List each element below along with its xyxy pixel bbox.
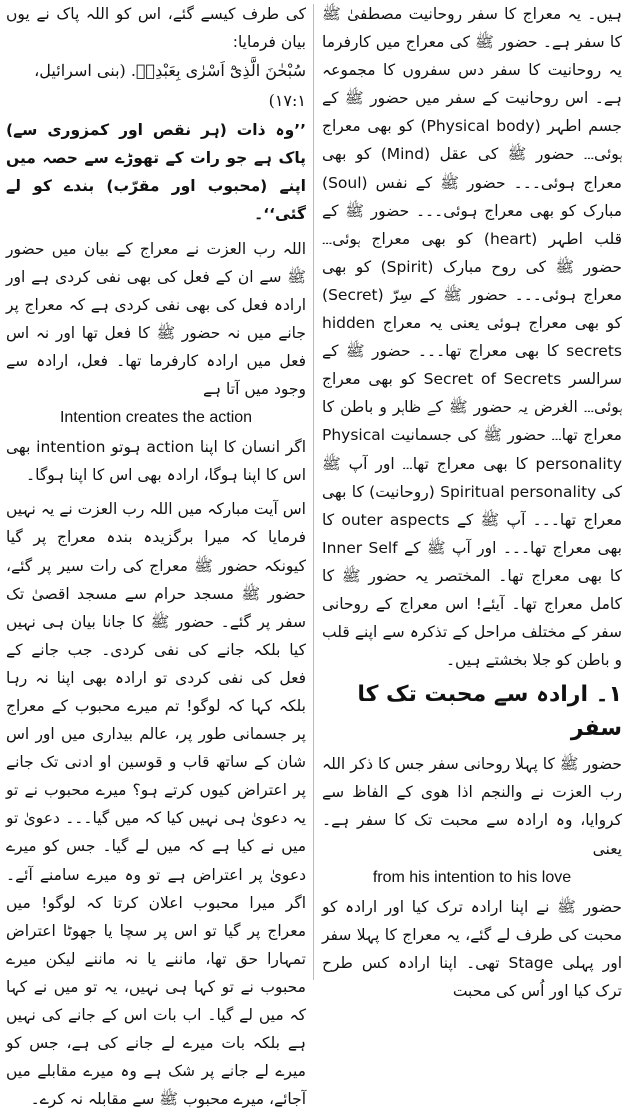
paragraph-ayat-tafseer: اس آیت مبارکہ میں اللہ رب العزت نے یہ نہیں فرمایا کہ میرا برگزیدہ بندہ معراج پر گیا کیونکہ حضور ﷺ معراج کی رات سیر پر گئے، حضور ﷺ مسجد حرام سے مسجد اقصیٰ تک سفر پر گئے۔ حضور ﷺ کا جانا بیان ہی نہیں کیا بلکہ جانے کی نفی کردی۔ جب جانے کے فعل کی نفی کردی تو ارادہ بھی اپنا نہ رہا بلکہ کہا کہ لوگو! تم میرے محبوب کے معراج پر جسمانی طور پر، عالم بیداری میں اور اس شان کے ساتھ قاب و قوسین او ادنی تک جانے پر اعتراض کیوں کرتے ہو؟ میرے محبوب نے تو یہ دعویٰ ہی نہیں کیا کہ میں گیا۔۔۔ دعویٰ تو میں نے کیا ہے کہ میں لے گیا۔ جس کو میرے دعویٰ پر اعتراض ہے تو وہ میرے سامنے آئے۔ اگر میرا محبوب اعلان کرتا کہ لوگو! میں معراج پر گیا تو اس پر سچا یا جھوٹا اعتراض تمہارا حق تھا، ماننے یا نہ ماننے لیکن میرے محبوب نے تو کہا ہی نہیں، یہ تو میں نے کہا کہ میں لے گیا۔ اب بات اس کے جانے کی نہیں ہے بلکہ بات میرے لے جانے کی ہے، جس کو میرے لے جانے پر شک ہے وہ میرے مقابلے میں آجائے، میرے محبوب ﷺ سے مقابلہ نہ کرے۔	[6, 500, 306, 1109]
right-column	[322, 0, 623, 1000]
english-line-intention-love: from his intention to his love	[372, 868, 572, 886]
left-column	[6, 0, 307, 1109]
paragraph-intro: کی طرف کیسے گئے، اس کو اللہ پاک نے یوں بیان فرمایا:	[6, 5, 306, 52]
verse-translation: ’’وہ ذات (ہر نقص اور کمزوری سے) پاک ہے جو رات کے تھوڑے سے حصہ میں اپنے (محبوب اور مقرّب) بندے کو لے گئی‘‘۔	[6, 121, 306, 224]
paragraph-irada-tark: حضور ﷺ نے اپنا ارادہ ترک کیا اور ارادہ کو محبت کی طرف لے گئے، یہ معراج کا پہلا سفر اور پہلی Stage تھی۔ اپنا ارادہ کس طرح ترک کیا اور اُس کی محبت	[322, 897, 623, 1000]
paragraph-nafi-e-fail: اللہ رب العزت نے معراج کے بیان میں حضور ﷺ سے ان کے فعل کی بھی نفی کردی ہے اور ارادہ فعل کی بھی نفی کردی ہے کہ معراج پر جانے میں نہ حضور ﷺ کا فعل تھا اور نہ اس فعل میں ارادہ کارفرما تھا۔ فعل، ارادہ سے وجود میں آتا ہے	[6, 239, 306, 399]
column-divider	[313, 4, 314, 980]
paragraph-pehla-safar: حضور ﷺ کا پہلا روحانی سفر جس کا ذکر اللہ رب العزت نے والنجم اذا ھوی کے الفاظ سے کروایا، وہ ارادہ سے محبت تک کا سفر ہے۔ یعنی	[322, 755, 622, 858]
paragraph-ruhaniyat: ہیں۔ یہ معراج کا سفر روحانیت مصطفیٰ ﷺ کا سفر ہے۔ حضور ﷺ کی معراج میں کارفرما یہ روحانیت کا سفر دس سفروں کا مجموعہ ہے۔ اس روحانیت کے سفر میں حضور ﷺ کے جسم اطہر (Physical body) کو بھی معراج ہوئی۔۔۔ حضور ﷺ کی عقل (Mind) کو بھی معراج ہوئی۔۔۔ حضور ﷺ کے نفس (Soul) مبارک کو بھی معراج ہوئی۔۔۔ حضور ﷺ کے قلب اطہر (heart) کو بھی معراج ہوئی۔۔۔ حضور ﷺ کی روح مبارک (Spirit) کو بھی معراج ہوئی۔۔۔ حضور ﷺ کے سِرّ (Secret) کو بھی معراج ہوئی یعنی یہ معراج hidden secrets کا بھی معراج تھا۔۔۔ حضور ﷺ کے سرالسر Secret of Secrets کو بھی معراج ہوئی۔۔۔ الغرض یہ حضور ﷺ کے ظاہر و باطن کا معراج تھا۔۔۔ حضور ﷺ کی جسمانیت Physical personality کا بھی معراج تھا۔۔۔ اور آپ ﷺ کی Spiritual personality (روحانیت) کا بھی معراج تھا۔۔۔ آپ ﷺ کے outer aspects کا بھی معراج تھا۔۔۔ اور آپ ﷺ کے Inner Self کا بھی معراج تھا۔ المختصر یہ حضور ﷺ کا کامل معراج تھا۔ آیئے! اس معراج کے روحانی سفر کے مختلف مراحل کے تذکرہ سے اپنے قلب و باطن کو جلا بخشتے ہیں۔	[322, 5, 623, 670]
section-heading: ۱۔ ارادہ سے محبت تک کا سفر	[357, 682, 622, 742]
english-line-intention-action: Intention creates the action	[59, 409, 253, 427]
paragraph-action-intention: اگر انسان کا اپنا action ہوتو intention بھی اس کا اپنا ہوگا، ارادہ بھی اس کا اپنا ہوگا۔	[6, 438, 307, 485]
quran-verse: سُبْحٰنَ الَّذِیْٓ اَسْرٰی بِعَبْدِهٖ. (بنی اسرائیل، ۱۷:۱)	[34, 61, 306, 111]
